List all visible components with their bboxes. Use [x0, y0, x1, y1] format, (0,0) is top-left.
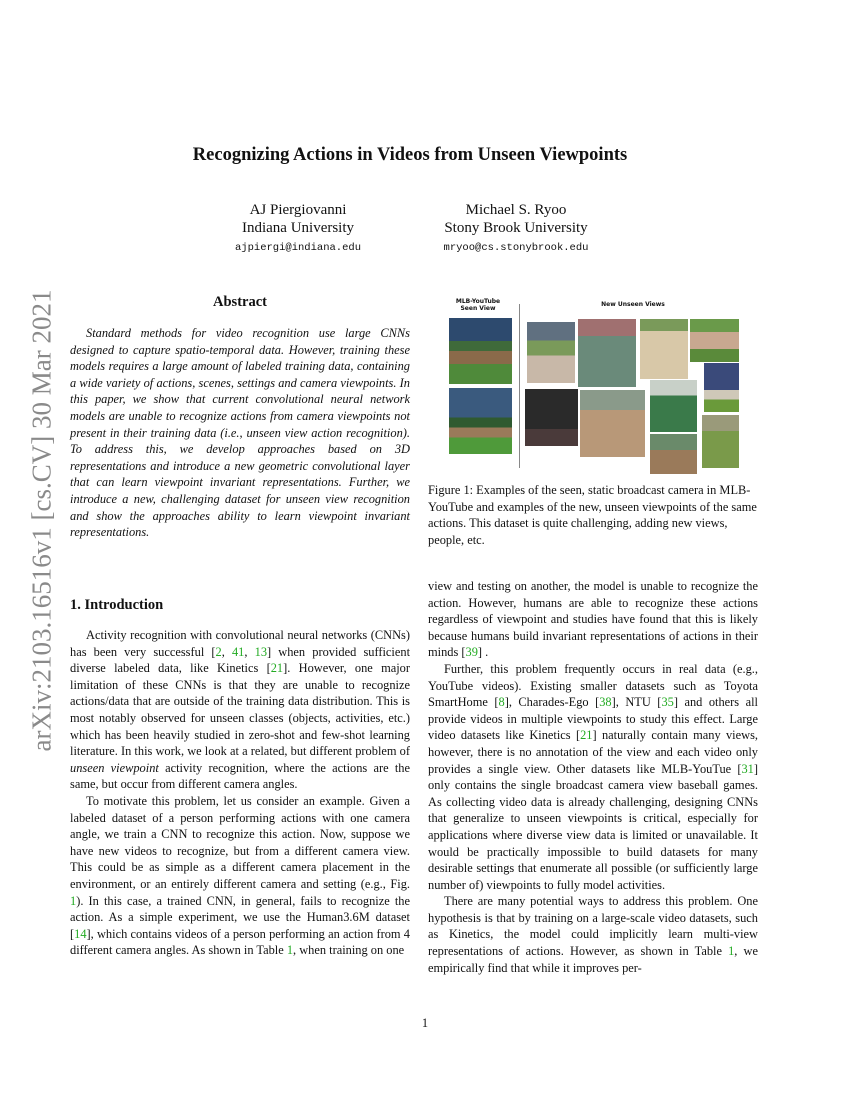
unseen-views-label: New Unseen Views [601, 301, 665, 308]
unseen-view-image [702, 415, 739, 468]
text-run: To motivate this problem, let us consider an example. Given a labeled dataset of a person performing actions with one camera angle, we train a CNN to recognize this action. Now, suppose we have new videos to recognize, but from a different camera view. This could be as simple as a different camera placement in the environment, or an entirely different camera and setting (e.g., Fig. [70, 793, 410, 891]
introduction-heading: 1. Introduction [70, 597, 164, 613]
author-affiliation: Stony Brook University [444, 220, 588, 236]
citation-link[interactable]: 39 [465, 645, 478, 660]
paragraph [428, 661, 758, 893]
seen-view-image [449, 318, 512, 384]
unseen-view-image [690, 319, 739, 362]
citation-link[interactable]: 1 [728, 944, 735, 959]
page-number: 1 [421, 1016, 429, 1030]
text-run: ]. However, one major limitation of these CNNs is that they are unable to recognize actions/data that are outside of the training data distribution. This is most notably observed for unseen classes (objects, activities, etc.) which has been heavily studied in zero-shot and few-shot learning literature. In this work, we look at a related, but different problem of [70, 661, 410, 759]
unseen-view-image [580, 390, 645, 457]
abstract-text: Standard methods for video recognition use large CNNs designed to capture spatio-temporal data. However, training these models requires a large amount of labeled training data, containing a wide variety of actions, scenes, settings and camera viewpoints. In this paper, we show that current convolutional neural network models are unable to recognize actions from camera viewpoints not present in their training data (i.e., unseen view action recognition). To address this, we develop approaches based on 3D representations and introduce a new geometric convolutional layer that can learn viewpoint invariant representations. Further, we introduce a new, challenging dataset for unseen view recognition and show the approaches ability to learn viewpoint invariant representations. [70, 326, 410, 540]
right-column-body [428, 578, 758, 976]
author-name: AJ Piergiovanni [249, 202, 347, 218]
citation-link[interactable]: 21 [270, 661, 284, 676]
unseen-view-image [704, 363, 739, 412]
figure-divider [519, 304, 520, 468]
figure-caption: Figure 1: Examples of the seen, static broadcast camera in MLB-YouTube and examples of the new, unseen viewpoints of the same actions. This dataset is quite challenging, adding new views, people, etc. [428, 483, 757, 547]
author-email[interactable]: mryoo@cs.stonybrook.edu [443, 242, 589, 254]
citation-link[interactable]: 1 [70, 893, 77, 908]
text-run: ] . [477, 645, 489, 660]
author-email[interactable]: ajpiergi@indiana.edu [234, 242, 362, 254]
unseen-view-image [578, 319, 636, 387]
unseen-view-image [525, 389, 578, 446]
author-2 [396, 201, 636, 257]
abstract-heading: Abstract [213, 294, 267, 310]
paragraph [70, 793, 410, 959]
text-run: , [221, 644, 232, 659]
text-run: ] and others all provide videos in multiple viewpoints to study this effect. Large video datasets like Kinetics [ [428, 695, 758, 743]
paragraph [428, 893, 758, 976]
seen-view-image [449, 388, 512, 454]
left-column-body [70, 627, 410, 959]
text-run: ] naturally contain many views, however, there is no annotation of the view and each video only provides a single view. Other datasets like MLB-YouTue [ [428, 728, 758, 776]
citation-link[interactable]: 14 [74, 926, 87, 941]
paper-title: Recognizing Actions in Videos from Unseen Viewpoints [192, 145, 628, 165]
text-run: ] only contains the single broadcast camera view baseball games. As collecting video data is already challenging, designing CNNs that generalize to unseen viewpoints is critical, especially for applications where diverse view data is limited or unavailable. It would be practically impossible to build datasets for many desirable settings that enumerate all possible (or sufficiently large number of) viewpoints to fully model activities. [428, 761, 758, 892]
citation-link[interactable]: 1 [286, 943, 294, 958]
citation-link[interactable]: 31 [741, 761, 754, 776]
citation-link[interactable]: 2 [215, 644, 222, 659]
citation-link[interactable]: 8 [498, 695, 505, 710]
emphasis-text: unseen viewpoint [70, 760, 159, 775]
text-run: Further, this problem frequently occurs in real data (e.g., YouTube videos). Existing smaller datasets such as Toyota SmartHome [ [428, 661, 758, 710]
text-run: ). In this case, a trained CNN, in general, fails to recognize the action. As a simple experiment, we use the Human3.6M dataset [ [70, 893, 410, 941]
citation-link[interactable]: 38 [599, 695, 612, 710]
text-run: , we empirically find that while it improves per- [428, 944, 758, 975]
author-affiliation: Indiana University [241, 220, 355, 236]
citation-link[interactable]: 41 [231, 644, 245, 659]
text-run: view and testing on another, the model is unable to recognize the action. However, humans are able to recognize these actions regardless of viewpoint and studies have found that this is likely because humans build invariant representations of actions in their minds [ [428, 579, 758, 660]
text-run: activity recognition, where the actions are the same, but occur from different camera angles. [70, 760, 411, 792]
unseen-view-image [650, 434, 697, 474]
author-1 [178, 201, 418, 257]
unseen-view-image [650, 380, 697, 432]
unseen-view-image [527, 322, 575, 383]
abstract-body [70, 325, 410, 541]
citation-link[interactable]: 13 [254, 644, 268, 659]
text-run: ], Charades-Ego [ [504, 695, 600, 710]
citation-link[interactable]: 35 [661, 695, 674, 710]
text-run: ], which contains videos of a person performing an action from 4 different camera angles. As shown in Table [70, 926, 410, 958]
text-run: ], NTU [ [611, 695, 662, 710]
text-run: Activity recognition with convolutional neural networks (CNNs) has been very successful [ [70, 628, 410, 659]
seen-view-label: MLB-YouTube Seen View [455, 298, 501, 312]
author-name: Michael S. Ryoo [465, 202, 567, 218]
text-run: There are many potential ways to address this problem. One hypothesis is that by training on a large-scale video datasets, such as Kinetics, the model could implicitly learn multi-view representations of actions. However, as shown in Table [428, 894, 758, 959]
text-run: ] when provided sufficient diverse labeled data, like Kinetics [ [70, 644, 411, 676]
paragraph [70, 627, 410, 793]
citation-link[interactable]: 21 [580, 728, 593, 743]
paragraph [428, 578, 758, 661]
text-run: , when training on one [293, 943, 405, 958]
arxiv-identifier[interactable]: arXiv:2103.16516v1 [cs.CV] 30 Mar 2021 [26, 289, 57, 752]
text-run: , [244, 644, 255, 659]
unseen-view-image [640, 319, 688, 379]
figure-1 [448, 296, 743, 468]
